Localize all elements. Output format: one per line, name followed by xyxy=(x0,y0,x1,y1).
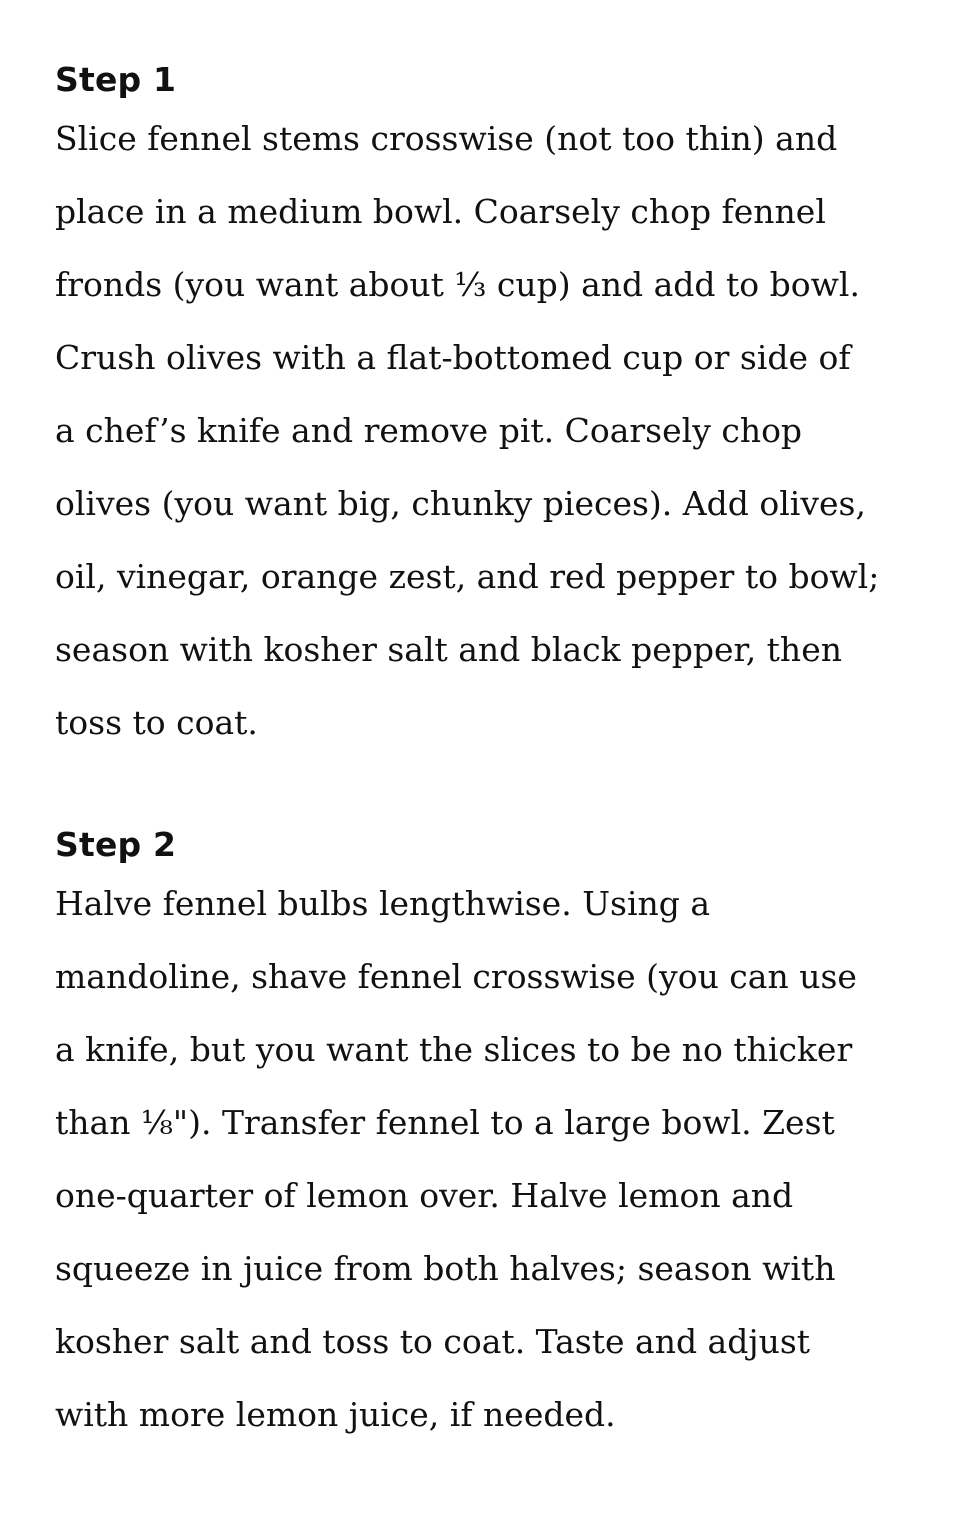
step-2-line: one-quarter of lemon over. Halve lemon and xyxy=(55,1176,794,1215)
step-1 xyxy=(55,0,925,759)
recipe-steps xyxy=(55,0,925,1451)
step-2-body xyxy=(55,867,925,1451)
step-2-line: squeeze in juice from both halves; season with xyxy=(55,1249,836,1288)
step-2 xyxy=(55,825,925,1451)
step-2-heading: Step 2 xyxy=(55,825,177,864)
step-2-line: Halve fennel bulbs lengthwise. Using a xyxy=(55,884,711,923)
step-2-line: than ⅛"). Transfer fennel to a large bowl. Zest xyxy=(55,1103,835,1142)
step-1-line: a chef’s knife and remove pit. Coarsely chop xyxy=(55,411,803,450)
step-1-line: season with kosher salt and black pepper, then xyxy=(55,630,842,669)
step-1-line: Slice fennel stems crosswise (not too thin) and xyxy=(55,119,838,158)
step-2-line: kosher salt and toss to coat. Taste and adjust xyxy=(55,1322,811,1361)
step-1-line: toss to coat. xyxy=(55,703,258,742)
step-1-line: olives (you want big, chunky pieces). Add olives, xyxy=(55,484,866,523)
step-1-line: place in a medium bowl. Coarsely chop fennel xyxy=(55,192,826,231)
step-2-line: with more lemon juice, if needed. xyxy=(55,1395,616,1434)
step-1-line: fronds (you want about ⅓ cup) and add to bowl. xyxy=(55,265,860,304)
step-1-body xyxy=(55,102,925,759)
step-1-line: Crush olives with a flat-bottomed cup or side of xyxy=(55,338,851,377)
step-2-line: mandoline, shave fennel crosswise (you can use xyxy=(55,957,857,996)
step-1-line: oil, vinegar, orange zest, and red pepper to bowl; xyxy=(55,557,880,596)
step-1-heading: Step 1 xyxy=(55,60,177,99)
step-2-line: a knife, but you want the slices to be no thicker xyxy=(55,1030,853,1069)
